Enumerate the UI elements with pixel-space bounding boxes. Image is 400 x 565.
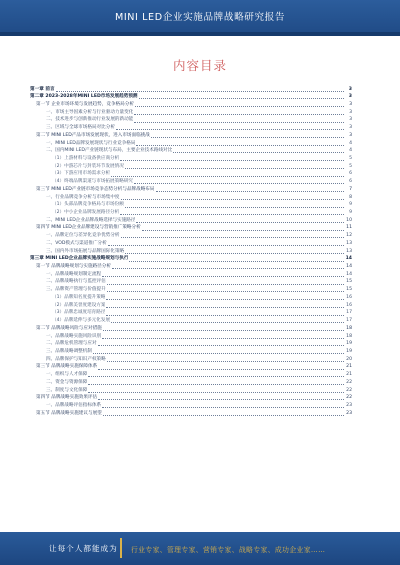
footer-banner bbox=[0, 532, 400, 565]
toc-entry[interactable] bbox=[30, 394, 352, 402]
toc-entry[interactable] bbox=[30, 154, 352, 162]
toc-entry[interactable] bbox=[30, 131, 352, 139]
toc-leader-dots bbox=[106, 295, 344, 300]
toc-entry[interactable] bbox=[30, 270, 352, 278]
toc-page-number: 16 bbox=[346, 294, 352, 300]
header-banner-shade bbox=[0, 32, 400, 36]
toc-leader-dots bbox=[151, 133, 344, 138]
toc-leader-dots bbox=[112, 264, 344, 269]
toc-entry[interactable] bbox=[30, 278, 352, 286]
toc-entry[interactable] bbox=[30, 193, 352, 201]
toc-leader-dots bbox=[121, 233, 344, 238]
toc-entry[interactable] bbox=[30, 139, 352, 147]
footer-divider bbox=[120, 538, 122, 558]
toc-entry-title: 四、品牌保护与知识产权策略 bbox=[46, 356, 106, 362]
toc-leader-dots bbox=[134, 110, 344, 115]
toc-entry-title: 二、品牌战略执行与监控评估 bbox=[46, 279, 106, 285]
toc-page-number: 21 bbox=[346, 364, 352, 370]
toc-entry-title: 三、制度与文化保障 bbox=[46, 387, 88, 393]
toc-leader-dots bbox=[139, 94, 344, 99]
toc-entry[interactable] bbox=[30, 355, 352, 363]
toc-page-number: 8 bbox=[349, 194, 352, 200]
toc-entry[interactable] bbox=[30, 286, 352, 294]
toc-leader-dots bbox=[102, 334, 344, 339]
toc-page-number: 7 bbox=[349, 186, 352, 192]
toc-leader-dots bbox=[108, 241, 344, 246]
toc-entry-title: 第五节 品牌战略实施建议与展望 bbox=[36, 410, 102, 416]
toc-page-number: 13 bbox=[346, 248, 352, 254]
toc-entry-title: 一、品牌定位与差异化竞争优势分析 bbox=[46, 233, 120, 239]
toc-page-number: 6 bbox=[349, 171, 352, 177]
toc-entry-title: 一、品牌战略实施风险识别 bbox=[46, 333, 102, 339]
toc-leader-dots bbox=[98, 341, 344, 346]
toc-entry-title: （2）中游芯片与封装环节发展情况 bbox=[52, 163, 124, 169]
toc-page-number: 14 bbox=[346, 264, 352, 270]
toc-leader-dots bbox=[88, 380, 344, 385]
toc-entry-title: 二、国内MINI LED产业链现状与布局，主要企业技术路线对比 bbox=[46, 148, 173, 154]
toc-page-number: 14 bbox=[346, 271, 352, 277]
toc-entry[interactable] bbox=[30, 324, 352, 332]
toc-page-number: 15 bbox=[346, 279, 352, 285]
toc-entry-title: （1）头部品牌竞争格局与市场份额 bbox=[52, 202, 124, 208]
toc-leader-dots bbox=[56, 87, 344, 92]
toc-page-number: 3 bbox=[349, 125, 352, 131]
toc-entry-title: 三、品牌资产管理与价值提升 bbox=[46, 287, 106, 293]
toc-page-number: 4 bbox=[349, 148, 352, 154]
toc-leader-dots bbox=[156, 187, 345, 192]
toc-entry-title: 一、品牌战略规划制定流程 bbox=[46, 271, 102, 277]
toc-entry[interactable] bbox=[30, 100, 352, 108]
toc-page-number: 21 bbox=[346, 372, 352, 378]
toc-entry-title: 二、MINI LED企业品牌战略选择与实施路径 bbox=[46, 217, 136, 223]
toc-entry-title: 一、市场主导因素分析与行业驱动力量变化 bbox=[46, 109, 134, 115]
toc-leader-dots bbox=[93, 349, 344, 354]
toc-entry[interactable] bbox=[30, 340, 352, 348]
toc-page-number: 3 bbox=[349, 132, 352, 138]
toc-entry-title: （2）中小企业品牌发展路径分析 bbox=[52, 210, 120, 216]
toc-page-number: 19 bbox=[346, 341, 352, 347]
toc-entry-title: 二、VOD模式与渠道推广分析 bbox=[46, 240, 107, 246]
toc-page-number: 5 bbox=[349, 155, 352, 161]
toc-entry-title: 三、品牌战略调整机制 bbox=[46, 348, 92, 354]
toc-entry[interactable] bbox=[30, 108, 352, 116]
toc-entry[interactable] bbox=[30, 224, 352, 232]
header-banner bbox=[0, 0, 400, 36]
toc-leader-dots bbox=[125, 203, 344, 208]
toc-page-number: 23 bbox=[346, 402, 352, 408]
toc-leader-dots bbox=[111, 172, 344, 177]
toc-entry[interactable] bbox=[30, 201, 352, 209]
toc-page-number: 6 bbox=[349, 179, 352, 185]
toc-entry[interactable] bbox=[30, 386, 352, 394]
toc-entry[interactable] bbox=[30, 216, 352, 224]
toc-entry[interactable] bbox=[30, 363, 352, 371]
toc-page-number: 15 bbox=[346, 287, 352, 293]
toc-entry-title: （4）终端品牌渠道与市场拓展策略研究 bbox=[52, 179, 134, 185]
toc-entry-title: 第一章 前言 bbox=[30, 86, 55, 92]
toc-entry[interactable] bbox=[30, 232, 352, 240]
toc-entry[interactable] bbox=[30, 332, 352, 340]
toc-entry[interactable] bbox=[30, 371, 352, 379]
toc-entry-title: 第三节 MINI LED产业链市场竞争态势分析与品牌战略布局 bbox=[36, 186, 155, 192]
toc-leader-dots bbox=[102, 272, 344, 277]
toc-entry-title: 第一节 企业市场环境与发展趋势，竞争格局分析 bbox=[36, 101, 134, 107]
toc-entry-title: 二、品牌危机管理与应对 bbox=[46, 341, 97, 347]
toc-entry-title: 三、国内外市场拓展与品牌国际化策略 bbox=[46, 248, 125, 254]
toc-page-number: 3 bbox=[349, 117, 352, 123]
toc-leader-dots bbox=[116, 125, 344, 130]
toc-entry-title: 二、资金与资源保障 bbox=[46, 379, 88, 385]
toc-page-number: 17 bbox=[346, 310, 352, 316]
toc-entry-title: （3）品牌忠诚度培育路径 bbox=[52, 310, 106, 316]
toc-entry[interactable] bbox=[30, 93, 352, 101]
toc-entry-title: 一、行业品牌竞争分析与市场集中度 bbox=[46, 194, 120, 200]
toc-page-number: 9 bbox=[349, 202, 352, 208]
toc-entry[interactable] bbox=[30, 247, 352, 255]
toc-page-number: 4 bbox=[349, 140, 352, 146]
toc-page-number: 3 bbox=[349, 101, 352, 107]
toc-leader-dots bbox=[106, 311, 344, 316]
footer-slogan-tagline: 行业专家、管理专家、营销专家、战略专家、成功企业家…… bbox=[131, 546, 326, 554]
toc-entry[interactable] bbox=[30, 147, 352, 155]
toc-entry-title: 第二节 品牌战略风险与应对措施 bbox=[36, 325, 102, 331]
toc-leader-dots bbox=[98, 395, 344, 400]
toc-entry-title: 第一节 品牌战略规划与实施路径分析 bbox=[36, 264, 111, 270]
toc-title: 内容目录 bbox=[172, 58, 227, 73]
toc-leader-dots bbox=[134, 118, 344, 123]
toc-page-number: 12 bbox=[346, 233, 352, 239]
toc-page-number: 19 bbox=[346, 348, 352, 354]
toc-leader-dots bbox=[120, 156, 344, 161]
toc-entry-title: 一、品牌战略评估指标体系 bbox=[46, 402, 102, 408]
toc-entry-title: 第二节 MINI LED产品市场发展现状，进入市场面临挑战 bbox=[36, 132, 150, 138]
toc-page-number: 11 bbox=[346, 225, 352, 231]
toc-entry[interactable] bbox=[30, 347, 352, 355]
toc-page-number: 5 bbox=[349, 163, 352, 169]
toc-leader-dots bbox=[125, 164, 344, 169]
toc-entry-title: 第三章 MINI LED企业品牌实施战略规划与执行 bbox=[30, 256, 129, 262]
toc-page-number: 20 bbox=[346, 356, 352, 362]
toc-page-number: 3 bbox=[349, 109, 352, 115]
toc-leader-dots bbox=[98, 365, 344, 370]
toc-leader-dots bbox=[88, 372, 344, 377]
toc-leader-dots bbox=[107, 280, 344, 285]
toc-entry[interactable] bbox=[30, 85, 352, 93]
toc-page-number: 17 bbox=[346, 318, 352, 324]
toc-entry-title: （3）下游应用市场需求分析 bbox=[52, 171, 111, 177]
toc-leader-dots bbox=[135, 102, 344, 107]
toc-leader-dots bbox=[134, 179, 344, 184]
toc-page-number: 22 bbox=[346, 379, 352, 385]
toc-entry-title: 一、组织与人才保障 bbox=[46, 372, 88, 378]
toc-entry-title: （1）上游材料与设备供应商分析 bbox=[52, 155, 120, 161]
toc-entry[interactable] bbox=[30, 239, 352, 247]
toc-page-number: 22 bbox=[346, 395, 352, 401]
toc-leader-dots bbox=[129, 257, 344, 262]
toc-entry-title: 第四节 品牌战略实施效果评估 bbox=[36, 395, 98, 401]
toc-entry[interactable] bbox=[30, 170, 352, 178]
toc-entry[interactable] bbox=[30, 255, 352, 263]
toc-leader-dots bbox=[107, 357, 344, 362]
toc-entry-title: 第四节 MINI LED企业品牌建设与营销推广策略分析 bbox=[36, 225, 141, 231]
toc-entry[interactable] bbox=[30, 178, 352, 186]
toc-entry-title: 第三节 品牌战略实施保障体系 bbox=[36, 364, 98, 370]
toc-leader-dots bbox=[136, 218, 344, 223]
toc-entry[interactable] bbox=[30, 185, 352, 193]
toc-entry-title: （2）品牌美誉度建设方案 bbox=[52, 302, 106, 308]
toc-entry-title: （1）品牌知名度提升策略 bbox=[52, 294, 106, 300]
toc-entry[interactable] bbox=[30, 293, 352, 301]
toc-page-number: 22 bbox=[346, 387, 352, 393]
toc-entry-title: 二、技术进步与创新推动行业发展的新动能 bbox=[46, 117, 134, 123]
toc-leader-dots bbox=[142, 226, 344, 231]
toc-leader-dots bbox=[103, 326, 344, 331]
toc-entry-title: 第二章 2023-2028年MINI LED市场发展趋势预测 bbox=[30, 94, 138, 100]
toc-leader-dots bbox=[136, 141, 344, 146]
toc-leader-dots bbox=[106, 303, 344, 308]
toc-leader-dots bbox=[125, 249, 344, 254]
toc-entry[interactable] bbox=[30, 309, 352, 317]
toc-entry[interactable] bbox=[30, 317, 352, 325]
toc-entry-title: （4）品牌延伸与多元化发展 bbox=[52, 318, 111, 324]
toc-entry[interactable] bbox=[30, 401, 352, 409]
toc-page-number: 18 bbox=[346, 333, 352, 339]
toc-entry-title: 一、MINI LED品牌发展现状与行业竞争格局 bbox=[46, 140, 136, 146]
toc-page-number: 10 bbox=[346, 217, 352, 223]
toc-leader-dots bbox=[107, 287, 344, 292]
toc-leader-dots bbox=[102, 403, 344, 408]
toc-entry-title: 三、区域与全球市场格局对比分析 bbox=[46, 125, 115, 131]
toc-leader-dots bbox=[111, 318, 344, 323]
report-title: MINI LED企业实施品牌战略研究报告 bbox=[114, 12, 286, 23]
toc-entry[interactable] bbox=[30, 378, 352, 386]
toc-entry[interactable] bbox=[30, 409, 352, 417]
footer-slogan: 让每个人都能成为 bbox=[49, 544, 118, 553]
toc-leader-dots bbox=[121, 195, 344, 200]
toc-entry[interactable] bbox=[30, 162, 352, 170]
toc-entry[interactable] bbox=[30, 209, 352, 217]
toc-leader-dots bbox=[88, 388, 344, 393]
toc-page-number: 13 bbox=[346, 240, 352, 246]
toc-entry[interactable] bbox=[30, 124, 352, 132]
toc-page-number: 16 bbox=[346, 302, 352, 308]
toc-page-number: 3 bbox=[348, 94, 352, 100]
toc-page-number: 14 bbox=[345, 256, 352, 262]
toc-page-number: 9 bbox=[349, 210, 352, 216]
table-of-contents bbox=[30, 85, 352, 417]
toc-leader-dots bbox=[120, 210, 344, 215]
toc-leader-dots bbox=[103, 411, 344, 416]
toc-entry[interactable] bbox=[30, 116, 352, 124]
toc-entry[interactable] bbox=[30, 263, 352, 271]
toc-entry[interactable] bbox=[30, 301, 352, 309]
toc-leader-dots bbox=[173, 148, 344, 153]
toc-page-number: 18 bbox=[346, 325, 352, 331]
toc-page-number: 3 bbox=[348, 86, 352, 92]
toc-page-number: 23 bbox=[346, 410, 352, 416]
